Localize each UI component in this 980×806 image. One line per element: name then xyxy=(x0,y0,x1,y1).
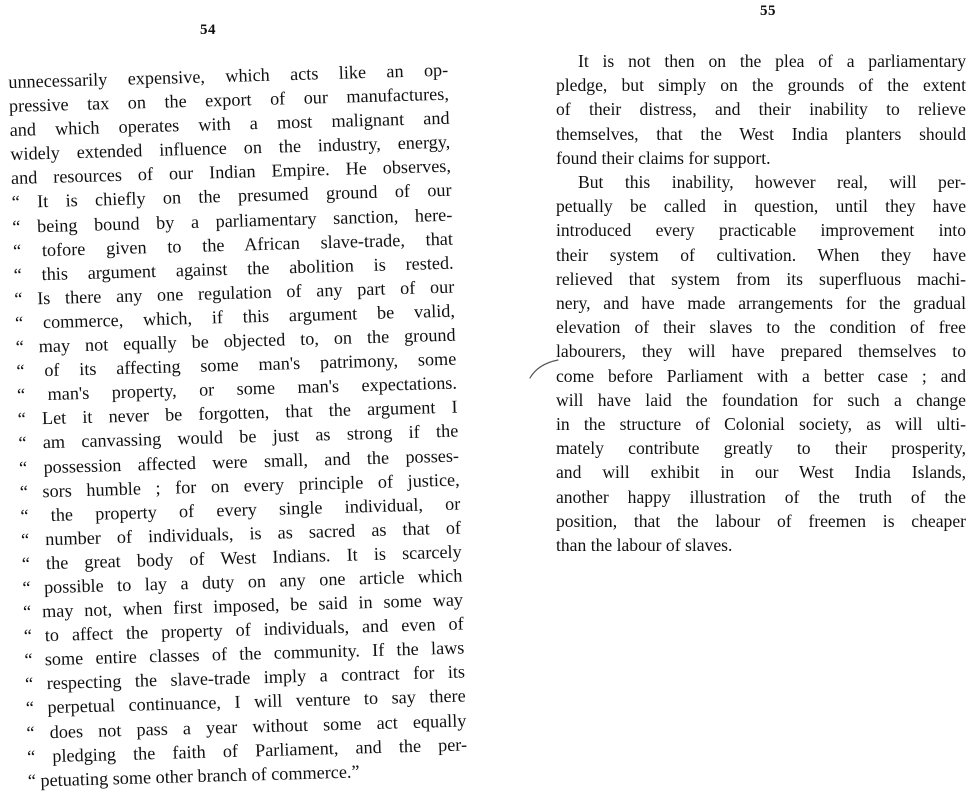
margin-pencil-mark xyxy=(528,358,560,380)
text-line: in the structure of Colonial society, as will ulti- xyxy=(556,414,966,435)
text-line: labourers, they will have prepared themselves to xyxy=(556,341,966,362)
text-line: introduced every practicable improvement into xyxy=(556,220,966,241)
text-line: elevation of their slaves to the condition of free xyxy=(556,317,966,338)
paragraph-first-line: But this inability, however real, will per- xyxy=(578,172,966,193)
text-line: than the labour of slaves. xyxy=(556,535,733,556)
text-line: “ pledging the faith of Parliament, and the per- xyxy=(26,734,468,767)
text-line: and which operates with a most malignant and xyxy=(9,107,450,141)
text-line: “ perpetual continuance, I will venture to say there xyxy=(25,685,466,719)
text-line: “ possession affected were small, and the posses- xyxy=(18,445,460,478)
text-line: mately contribute greatly to their prosperity, xyxy=(556,438,966,459)
text-line: another happy illustration of the truth of the xyxy=(556,486,966,507)
text-line: “ tofore given to the African slave-trade, that xyxy=(12,228,454,261)
text-line: come before Parliament with a better case ; and xyxy=(556,365,966,386)
text-line: relieved that system from its superfluous machi- xyxy=(556,268,966,289)
text-line: position, that the labour of freemen is cheaper xyxy=(556,510,966,531)
text-line: “ does not pass a year without some act equally xyxy=(26,709,467,743)
paragraph-first-line: It is not then on the plea of a parliamentary xyxy=(578,51,966,71)
text-line: unnecessarily expensive, which acts like an op- xyxy=(8,59,449,92)
text-line: “ may not equally be objected to, on the ground xyxy=(15,324,456,357)
text-line: “ am canvassing would be just as strong if the xyxy=(18,420,459,454)
left-page-number: 54 xyxy=(200,22,216,38)
text-line: pressive tax on the export of our manufactures, xyxy=(8,83,450,117)
text-line: their system of cultivation. When they have xyxy=(556,244,966,265)
text-line: “ respecting the slave-trade imply a contract for its xyxy=(24,661,466,695)
text-line: “ the great body of West Indians. It is scarcely xyxy=(21,541,462,574)
text-line: “ the property of every single individual, or xyxy=(20,493,461,526)
text-line: will have laid the foundation for such a change xyxy=(556,389,966,410)
text-line: themselves, that the West India planters should xyxy=(556,123,966,144)
text-line: “ number of individuals, is as sacred as that of xyxy=(20,517,462,550)
text-line: pledge, but simply on the grounds of the extent xyxy=(556,75,966,96)
text-line: found their claims for support. xyxy=(556,147,771,168)
text-line: “ sors humble ; for on every principle of justice, xyxy=(19,469,460,502)
text-line: and resources of our Indian Empire. He observes, xyxy=(10,156,452,189)
text-line: “ this argument against the abolition is rested. xyxy=(13,252,454,285)
text-line: “ possible to lay a duty on any one article which xyxy=(22,565,463,598)
right-page xyxy=(490,0,980,806)
text-line: “ Is there any one regulation of any part of our xyxy=(14,276,455,309)
text-line: “ of its affecting some man's patrimony, some xyxy=(16,348,457,382)
text-line: “ It is chiefly on the presumed ground of our xyxy=(11,180,452,213)
text-line: petually be called in question, until they have xyxy=(556,196,966,217)
text-line: “ commerce, which, if this argument be valid, xyxy=(14,300,456,333)
left-page-text xyxy=(8,58,468,793)
text-line: “ may not, when first imposed, be said in some way xyxy=(22,589,464,622)
right-page-text xyxy=(556,49,966,557)
text-line: “ some entire classes of the community. If the laws xyxy=(24,637,465,671)
text-line: of their distress, and their inability to relieve xyxy=(556,99,966,120)
text-line: nery, and have made arrangements for the gradual xyxy=(556,293,966,314)
text-line: “ to affect the property of individuals, and even of xyxy=(23,613,464,646)
text-line: and will exhibit in our West India Islands, xyxy=(556,462,966,483)
text-line: “ man's property, or some man's expectations. xyxy=(16,372,458,406)
text-line: “ being bound by a parliamentary sanction, here- xyxy=(12,204,453,237)
right-page-number: 55 xyxy=(760,3,776,19)
text-line: “ Let it never be forgotten, that the argument I xyxy=(17,396,458,430)
text-line: “ petuating some other branch of commerce.” xyxy=(27,761,360,791)
text-line: widely extended influence on the industry, energy, xyxy=(10,131,451,165)
